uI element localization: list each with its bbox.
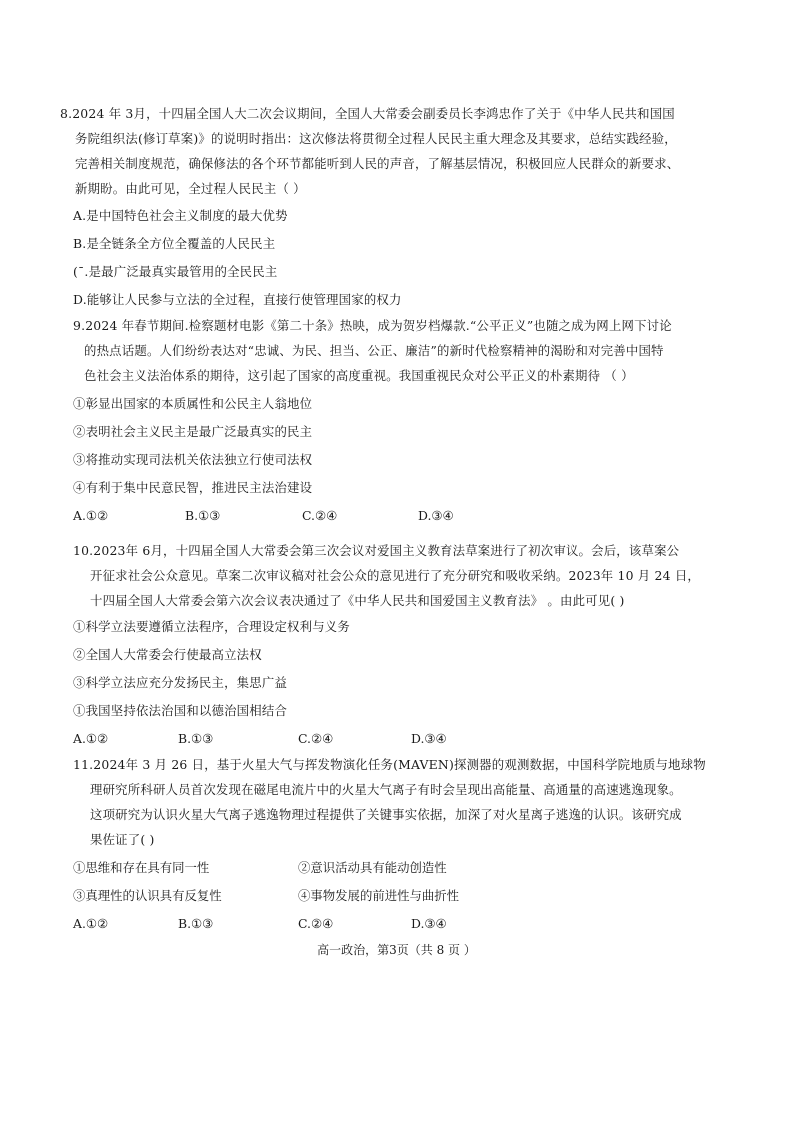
page-footer: 高一政治，第3页（共 8 页 ）: [317, 943, 476, 957]
q11-stem-line-2: 理研究所科研人员首次发现在磁尾电流片中的火星大气离子有时会呈现出高能量、高通量的高速逃逸现象。: [90, 782, 682, 797]
q8-stem-line-3: 完善相关制度规范，确保修法的各个环节都能听到人民的声音，了解基层情况，积极回应人民群众的新要求、: [75, 156, 680, 171]
q8-stem-line-1: 8.2024 年 3月，十四届全国人大二次会议期间，全国人大常委会副委员长李鸿忠作了关于《中华人民共和国国: [60, 106, 675, 121]
q10-stem-line-3: 十四届全国人大常委会第六次会议表决通过了《中华人民共和国爱国主义教育法》 。由此可见( ): [90, 593, 625, 608]
q10-statement-1: ①科学立法要遵循立法程序，合理设定权利与义务: [73, 619, 350, 634]
q8-stem-line-2: 务院组织法(修订草案)》的说明时指出：这次修法将贯彻全过程人民民主重大理念及其要求，总结实践经验，: [75, 131, 677, 146]
q10-stem-line-1: 10.2023年 6月，十四届全国人大常委会第三次会议对爱国主义教育法草案进行了初次审议。会后，该草案公: [73, 543, 680, 558]
q10-choice-d: D.③④: [411, 731, 447, 746]
q9-statement-3: ③将推动实现司法机关依法独立行使司法权: [73, 452, 313, 467]
q10-choice-a: A.①②: [73, 731, 109, 746]
q11-statement-4: ④事物发展的前进性与曲折性: [298, 888, 460, 903]
q9-stem-line-2: 的热点话题。人们纷纷表达对“忠诚、为民、担当、公正、廉洁”的新时代检察精神的渴盼和对完善中国特: [84, 343, 664, 358]
q11-stem-line-1: 11.2024年 3 月 26 日，基于火星大气与挥发物演化任务(MAVEN)探测器的观测数据，中国科学院地质与地球物: [73, 757, 706, 772]
q10-stem-line-2: 开征求社会公众意见。草案二次审议稿对社会公众的意见进行了充分研究和吸收采纳。2023年 10 月 24 日，: [90, 568, 701, 583]
q8-stem-line-4: 新期盼。由此可见，全过程人民民主（ ）: [75, 181, 306, 196]
q8-option-d: D.能够让人民参与立法的全过程，直接行使管理国家的权力: [73, 292, 402, 307]
q10-choice-b: B.①③: [178, 731, 214, 746]
q9-statement-2: ②表明社会主义民主是最广泛最真实的民主: [73, 424, 313, 439]
q8-option-b: B.是全链条全方位全覆盖的人民民主: [73, 236, 276, 251]
q10-statement-2: ②全国人大常委会行使最高立法权: [73, 647, 262, 662]
q8-option-c: (¯.是最广泛最真实最管用的全民民主: [73, 264, 278, 279]
q10-statement-4: ①我国坚持依法治国和以德治国相结合: [73, 703, 288, 718]
q9-statement-4: ④有利于集中民意民智，推进民主法治建设: [73, 480, 313, 495]
q11-stem-line-4: 果佐证了( ): [90, 832, 155, 847]
q8-option-a: A.是中国特色社会主义制度的最大优势: [73, 208, 288, 223]
q9-choice-b: B.①③: [185, 508, 221, 523]
q9-choice-c: C.②④: [302, 508, 338, 523]
q11-choice-b: B.①③: [178, 916, 214, 931]
q9-choice-d: D.③④: [418, 508, 454, 523]
q11-choice-d: D.③④: [411, 916, 447, 931]
q9-stem-line-3: 色社会主义法治体系的期待，这引起了国家的高度重视。我国重视民众对公平正义的朴素期待 （ ）: [84, 368, 634, 383]
q9-stem-line-1: 9.2024 年春节期间.检察题材电影《第二十条》热映，成为贺岁档爆款.“公平正义”也随之成为网上网下讨论: [73, 318, 672, 333]
q11-statement-3: ③真理性的认识具有反复性: [73, 888, 222, 903]
q11-choice-c: C.②④: [298, 916, 334, 931]
q11-statement-2: ②意识活动具有能动创造性: [298, 860, 447, 875]
q9-statement-1: ①彰显出国家的本质属性和公民主人翁地位: [73, 396, 313, 411]
q11-stem-line-3: 这项研究为认识火星大气离子逃逸物理过程提供了关键事实依据，加深了对火星离子逃逸的认识。该研究成: [90, 807, 682, 822]
q9-choice-a: A.①②: [73, 508, 109, 523]
q10-statement-3: ③科学立法应充分发扬民主，集思广益: [73, 675, 288, 690]
q11-choice-a: A.①②: [73, 916, 109, 931]
q10-choice-c: C.②④: [298, 731, 334, 746]
q11-statement-1: ①思维和存在具有同一性: [73, 860, 210, 875]
